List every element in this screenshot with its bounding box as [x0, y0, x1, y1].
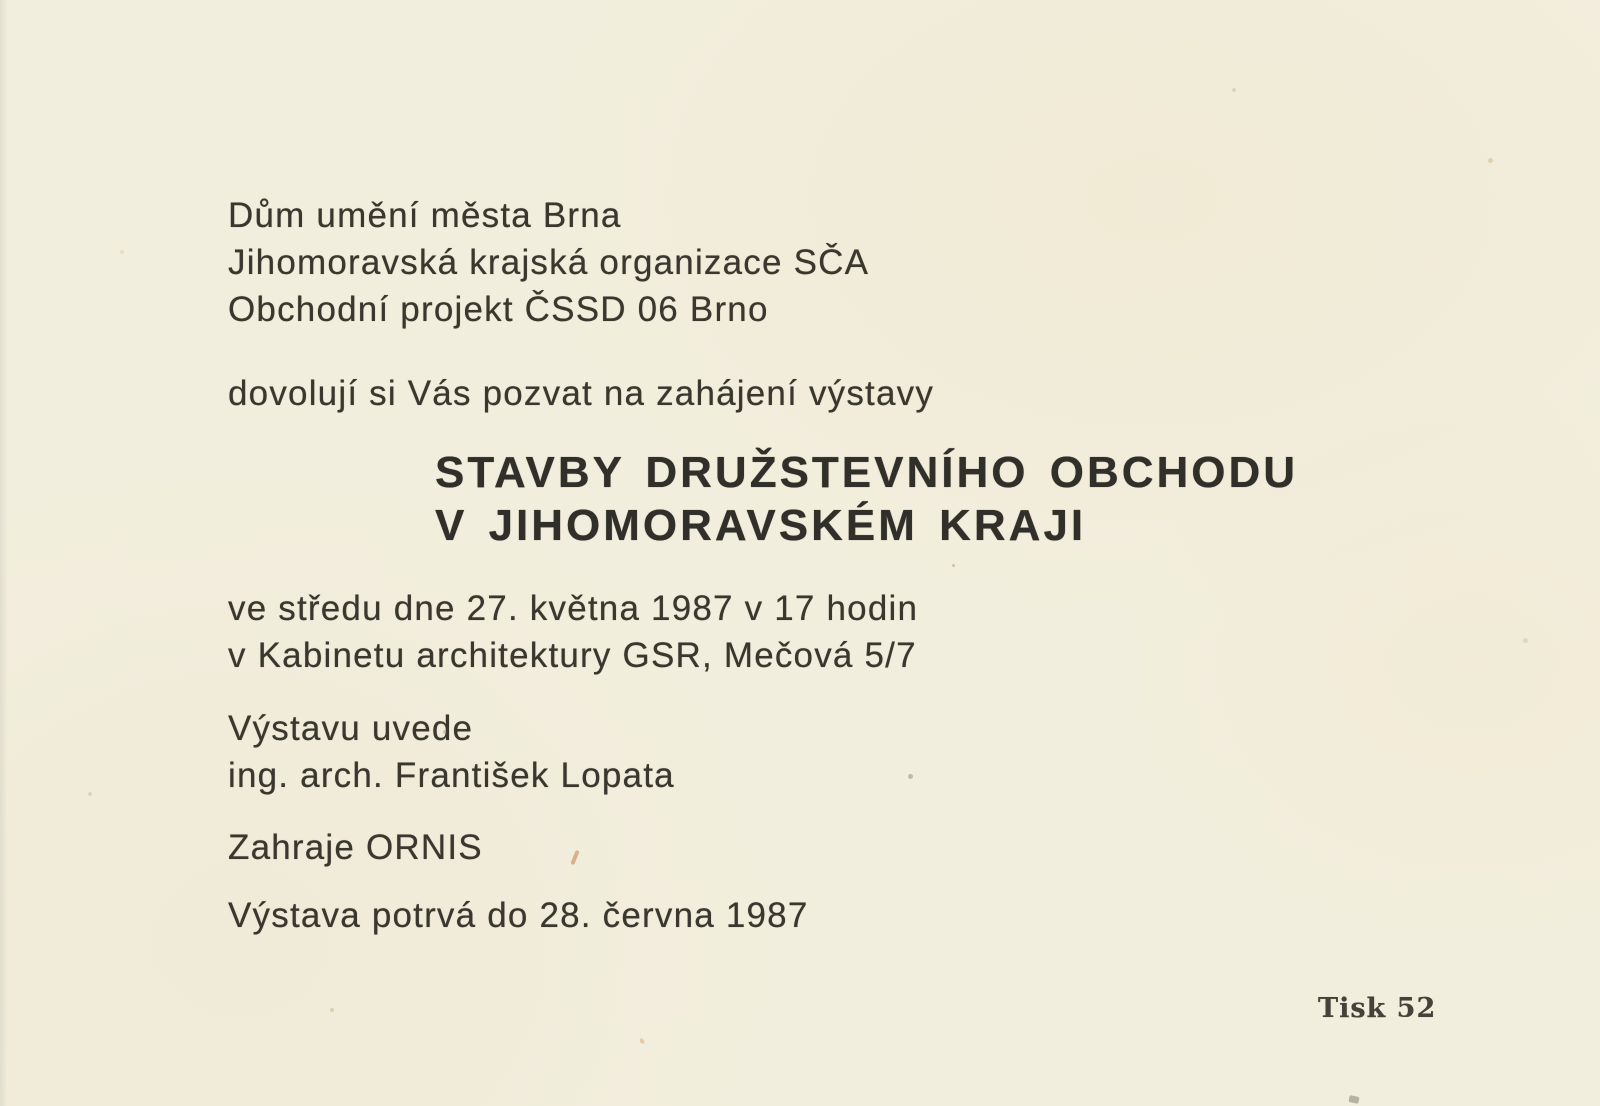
organizer-line-3: Obchodní projekt ČSSD 06 Brno — [228, 290, 769, 329]
organizer-line-2: Jihomoravská krajská organizace SČA — [228, 243, 870, 282]
place-line: v Kabinetu architektury GSR, Mečová 5/7 — [228, 636, 917, 675]
invitation-line: dovolují si Vás pozvat na zahájení výstavy — [228, 374, 935, 413]
edge-smudge — [1348, 1095, 1359, 1104]
organizer-lines — [228, 192, 869, 333]
opening-intro-line: Výstavu uvede — [228, 709, 474, 748]
paper-fiber-speck — [570, 850, 579, 865]
paper-speck — [443, 730, 447, 734]
paper-speck — [1523, 638, 1528, 643]
print-mark: Tisk 52 — [1318, 993, 1437, 1024]
paper-speck — [908, 774, 913, 779]
paper-speck — [952, 564, 955, 567]
paper-speck — [1488, 158, 1493, 163]
opening-lines — [228, 705, 675, 799]
date-line: ve středu dne 27. května 1987 v 17 hodin — [228, 589, 919, 628]
paper-speck — [1232, 88, 1236, 92]
paper-speck — [330, 1008, 334, 1012]
organizer-line-1: Dům umění města Brna — [228, 196, 622, 235]
exhibition-title — [435, 446, 1298, 552]
music-line: Zahraje ORNIS — [228, 828, 483, 867]
exhibition-title-line-2: V JIHOMORAVSKÉM KRAJI — [435, 501, 1087, 550]
exhibition-title-line-1: STAVBY DRUŽSTEVNÍHO OBCHODU — [435, 448, 1299, 497]
date-place-lines — [228, 585, 918, 679]
paper-fiber-speck — [639, 1037, 645, 1044]
opening-speaker-line: ing. arch. František Lopata — [228, 756, 675, 795]
paper-speck — [120, 250, 124, 254]
paper-speck — [88, 792, 92, 796]
duration-line: Výstava potrvá do 28. června 1987 — [228, 896, 809, 935]
